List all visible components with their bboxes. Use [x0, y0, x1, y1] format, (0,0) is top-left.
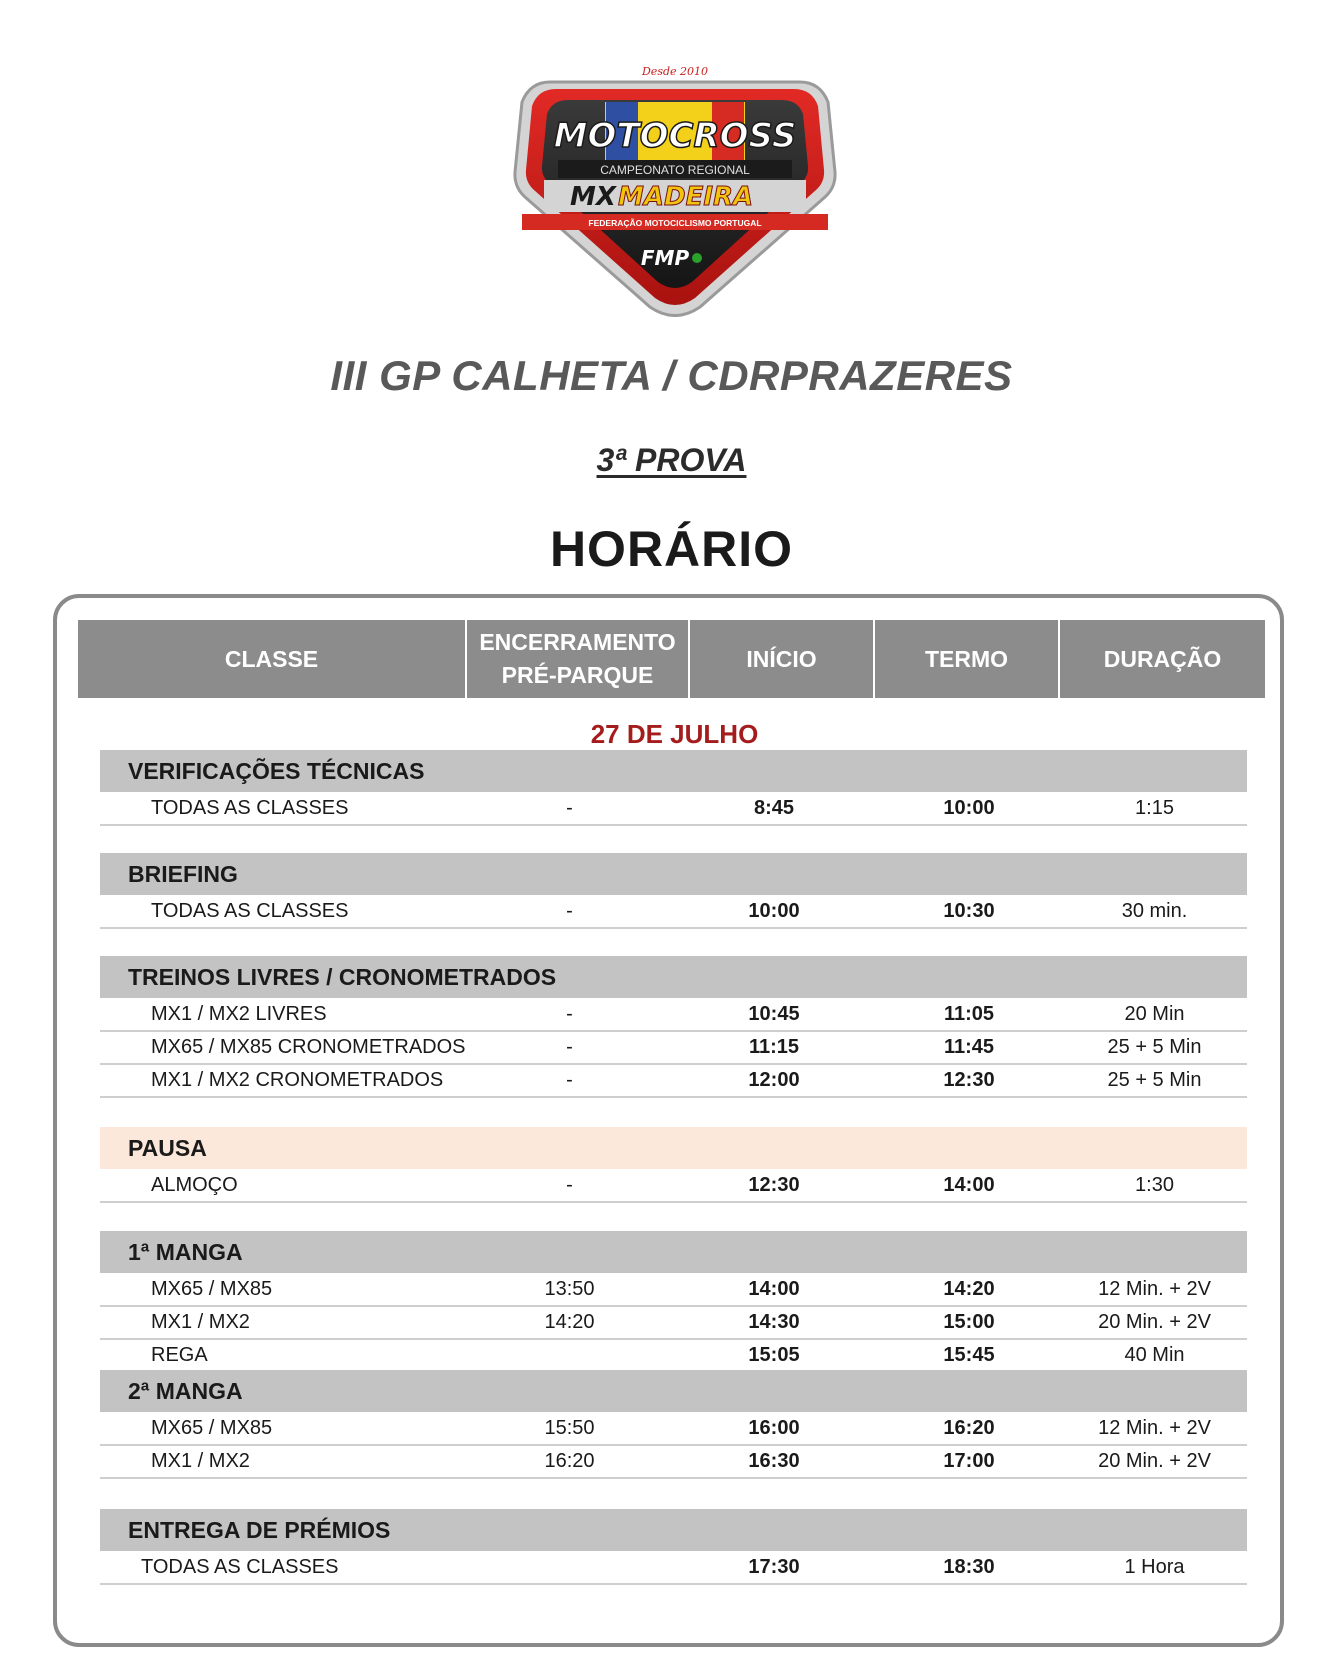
- cell-classe: MX1 / MX2 LIVRES: [151, 1003, 327, 1025]
- section-premios: ENTREGA DE PRÉMIOS: [100, 1509, 1247, 1551]
- cell-inicio: 12:00: [748, 1069, 800, 1091]
- cell-duracao: 30 min.: [1121, 900, 1188, 922]
- cell-encerramento: [467, 1339, 672, 1373]
- cell-inicio: 15:05: [748, 1344, 800, 1366]
- logo-since-text: Desde 2010: [641, 65, 709, 78]
- cell-encerramento: -: [566, 900, 573, 922]
- header-duracao: DURAÇÃO: [1103, 645, 1222, 672]
- cell-classe: MX1 / MX2: [151, 1311, 250, 1333]
- cell-encerramento: [467, 1551, 672, 1583]
- cell-encerramento: -: [566, 1174, 573, 1196]
- cell-encerramento: -: [566, 1036, 573, 1058]
- event-title: III GP CALHETA / CDRPRAZERES: [330, 352, 1013, 399]
- table-row: [100, 1412, 1247, 1446]
- table-row: [100, 792, 1247, 826]
- table-row: [100, 1551, 1247, 1585]
- cell-inicio: 12:30: [748, 1174, 800, 1196]
- cell-encerramento: -: [566, 1003, 573, 1025]
- round-text: 3ª PROVA: [596, 442, 747, 478]
- cell-duracao: 20 Min. + 2V: [1098, 1311, 1211, 1333]
- cell-termo: 11:45: [943, 1036, 995, 1058]
- logo-mx-text: MX: [570, 182, 616, 212]
- cell-inicio: 14:30: [748, 1311, 800, 1333]
- section-treinos: TREINOS LIVRES / CRONOMETRADOS: [100, 956, 1247, 998]
- cell-duracao: 1:15: [1135, 797, 1174, 819]
- cell-duracao: 20 Min. + 2V: [1098, 1450, 1211, 1472]
- schedule-title: HORÁRIO: [549, 521, 794, 577]
- cell-duracao: 25 + 5 Min: [1107, 1036, 1202, 1058]
- cell-classe: TODAS AS CLASSES: [151, 900, 349, 922]
- logo-fmp-text: FMP: [640, 246, 690, 270]
- cell-duracao: 1 Hora: [1124, 1556, 1185, 1578]
- cell-inicio: 14:00: [748, 1278, 800, 1300]
- section-verificacoes: VERIFICAÇÕES TÉCNICAS: [100, 750, 1247, 792]
- cell-classe: TODAS AS CLASSES: [151, 797, 349, 819]
- cell-inicio: 16:30: [748, 1450, 800, 1472]
- cell-duracao: 12 Min. + 2V: [1098, 1417, 1211, 1439]
- cell-inicio: 11:15: [748, 1036, 800, 1058]
- table-row: [100, 998, 1247, 1032]
- logo-subtitle-text: CAMPEONATO REGIONAL: [600, 163, 750, 177]
- cell-duracao: 1:30: [1135, 1174, 1174, 1196]
- section-manga-1: 1ª MANGA: [100, 1231, 1247, 1273]
- cell-termo: 18:30: [943, 1556, 995, 1578]
- cell-termo: 15:00: [943, 1311, 995, 1333]
- cell-classe: REGA: [151, 1344, 208, 1366]
- cell-termo: 10:00: [943, 797, 995, 819]
- cell-termo: 12:30: [943, 1069, 995, 1091]
- table-row: [100, 1031, 1247, 1065]
- logo-federation-text: FEDERAÇÃO MOTOCICLISMO PORTUGAL: [588, 218, 762, 228]
- cell-classe: ALMOÇO: [151, 1174, 238, 1196]
- cell-encerramento: -: [566, 1069, 573, 1091]
- logo-brand-text: MOTOCROSS: [553, 116, 797, 156]
- cell-duracao: 40 Min: [1124, 1344, 1185, 1366]
- round-label: [0, 442, 1343, 479]
- cell-inicio: 10:45: [748, 1003, 800, 1025]
- cell-termo: 10:30: [943, 900, 995, 922]
- table-row: [100, 1339, 1247, 1373]
- cell-termo: 14:20: [943, 1278, 995, 1300]
- schedule-date: 27 DE JULHO: [108, 716, 1241, 756]
- cell-termo: 17:00: [943, 1450, 995, 1472]
- cell-inicio: 8:45: [753, 797, 795, 819]
- cell-termo: 15:45: [943, 1344, 995, 1366]
- cell-classe: MX65 / MX85 CRONOMETRADOS: [151, 1036, 466, 1058]
- table-row: [100, 1273, 1247, 1307]
- cell-classe: MX65 / MX85: [151, 1417, 273, 1439]
- cell-termo: 16:20: [943, 1417, 995, 1439]
- table-row: [100, 895, 1247, 929]
- cell-inicio: 16:00: [748, 1417, 800, 1439]
- section-briefing: BRIEFING: [100, 853, 1247, 895]
- cell-inicio: 17:30: [748, 1556, 800, 1578]
- table-row: [100, 1169, 1247, 1203]
- cell-termo: 11:05: [943, 1003, 995, 1025]
- section-pausa: PAUSA: [100, 1127, 1247, 1169]
- header-inicio: INÍCIO: [690, 620, 875, 698]
- logo-region-text: MADEIRA: [618, 182, 754, 212]
- table-row: [100, 1306, 1247, 1340]
- header-encerramento: ENCERRAMENTO PRÉ-PARQUE: [467, 620, 690, 698]
- cell-termo: 14:00: [943, 1174, 995, 1196]
- cell-classe: MX1 / MX2 CRONOMETRADOS: [151, 1069, 444, 1091]
- cell-classe: MX65 / MX85: [151, 1278, 273, 1300]
- cell-duracao: 25 + 5 Min: [1107, 1069, 1202, 1091]
- table-header: [78, 620, 1265, 698]
- header-classe: CLASSE: [78, 620, 467, 698]
- cell-inicio: 10:00: [748, 900, 800, 922]
- cell-encerramento: 16:20: [544, 1450, 595, 1472]
- cell-classe: TODAS AS CLASSES: [141, 1556, 339, 1578]
- header-termo: TERMO: [875, 620, 1060, 698]
- logo-badge-icon: [510, 62, 840, 317]
- table-row: [100, 1064, 1247, 1098]
- table-row: [100, 1445, 1247, 1479]
- cell-classe: MX1 / MX2: [151, 1450, 250, 1472]
- cell-duracao: 20 Min: [1124, 1003, 1185, 1025]
- cell-encerramento: -: [566, 797, 573, 819]
- cell-encerramento: 15:50: [544, 1417, 595, 1439]
- cell-duracao: 12 Min. + 2V: [1098, 1278, 1211, 1300]
- section-manga-2: 2ª MANGA: [100, 1370, 1247, 1412]
- mx-madeira-logo: [510, 62, 840, 317]
- cell-encerramento: 14:20: [544, 1311, 595, 1333]
- cell-encerramento: 13:50: [544, 1278, 595, 1300]
